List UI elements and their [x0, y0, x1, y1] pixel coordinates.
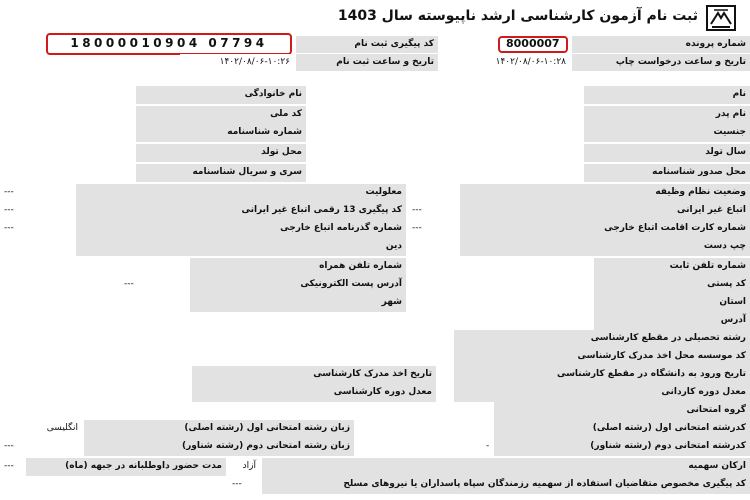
guards-tracking-value: --- — [228, 476, 260, 494]
exam-group-label: گروه امتحانی — [494, 402, 750, 420]
family-label: نام خانوادگی — [136, 86, 306, 104]
email-value: --- — [120, 276, 188, 294]
name-label: نام — [584, 86, 750, 104]
quota-label: ارکان سهمیه — [262, 458, 750, 476]
national-code-label: کد ملی — [136, 106, 306, 124]
second-code-label: کدرشته امتحانی دوم (رشته شناور) — [494, 438, 750, 456]
print-datetime-value: ۱۴۰۲/۰۸/۰۶-۱۰:۲۸ — [440, 54, 570, 71]
field-label: رشته تحصیلی در مقطع کارشناسی — [454, 330, 750, 348]
id-number-label: شماره شناسنامه — [136, 124, 306, 142]
case-number-label: شماره پرونده — [572, 36, 750, 53]
residence-card-label: شماره کارت اقامت اتباع خارجی — [460, 220, 750, 238]
address-label: آدرس — [594, 312, 750, 330]
mobile-label: شماره تلفن همراه — [190, 258, 406, 276]
service-months-label: مدت حضور داوطلبانه در جبهه (ماه) — [26, 458, 226, 476]
phone-label: شماره تلفن ثابت — [594, 258, 750, 276]
reg-datetime-value: ۱۴۰۲/۰۸/۰۶-۱۰:۲۶ — [180, 54, 294, 71]
city-label: شهر — [190, 294, 406, 312]
service-months-value: --- — [0, 458, 24, 476]
first-lang-value: انگلیسی — [0, 420, 82, 438]
disability-value: --- — [0, 184, 74, 202]
religion-label: دین — [76, 238, 406, 256]
left-hand-label: چپ دست — [460, 238, 750, 256]
father-label: نام پدر — [584, 106, 750, 124]
id-serial-label: سری و سریال شناسنامه — [136, 164, 306, 182]
tracking-code-value: 18000010904 07794 — [70, 36, 268, 50]
page-title: ثبت نام آزمون کارشناسی ارشد ناپیوسته سال 1403 — [337, 8, 698, 24]
work-gpa-label: معدل دوره کاردانی — [454, 384, 750, 402]
degree-date-label: تاریخ اخذ مدرک کارشناسی — [192, 366, 436, 384]
organization-logo — [706, 5, 736, 31]
reg-datetime-label: تاریخ و ساعت ثبت نام — [296, 54, 438, 71]
birth-year-label: سال تولد — [584, 144, 750, 162]
institute-label: کد موسسه محل اخذ مدرک کارشناسی — [454, 348, 750, 366]
second-code-value: - — [486, 438, 494, 456]
passport-label: شماره گذرنامه اتباع خارجی — [76, 220, 406, 238]
print-datetime-label: تاریخ و ساعت درخواست چاپ — [572, 54, 750, 71]
foreign-code-label: کد پیگیری 13 رقمی اتباع غیر ایرانی — [76, 202, 406, 220]
disability-label: معلولیت — [76, 184, 406, 202]
foreign-value: --- — [408, 202, 458, 220]
name-value — [434, 86, 582, 104]
first-code-label: کدرشته امتحانی اول (رشته اصلی) — [494, 420, 750, 438]
tracking-code-label: کد پیگیری ثبت نام — [296, 36, 438, 53]
quota-value: آزاد — [228, 458, 260, 476]
entry-date-label: تاریخ ورود به دانشگاه در مقطع کارشناسی — [454, 366, 750, 384]
foreign-code-value: --- — [0, 202, 74, 220]
foreign-label: اتباع غیر ایرانی — [460, 202, 750, 220]
passport-value: --- — [0, 220, 74, 238]
second-lang-label: زبان رشته امتحانی دوم (رشته شناور) — [84, 438, 354, 456]
residence-card-value: --- — [408, 220, 458, 238]
province-label: استان — [594, 294, 750, 312]
case-number-value: 8000007 — [506, 37, 560, 50]
issue-place-label: محل صدور شناسنامه — [584, 164, 750, 182]
first-lang-label: زبان رشته امتحانی اول (رشته اصلی) — [84, 420, 354, 438]
second-lang-value: --- — [0, 438, 82, 456]
form-header — [0, 0, 750, 34]
military-status-label: وضعیت نظام وظیفه — [460, 184, 750, 202]
bachelor-gpa-label: معدل دوره کارشناسی — [192, 384, 436, 402]
postal-code-label: کد پستی — [594, 276, 750, 294]
birth-place-label: محل تولد — [136, 144, 306, 162]
email-label: آدرس پست الکترونیکی — [190, 276, 406, 294]
guards-tracking-label: کد پیگیری مخصوص متقاضیان استفاده از سهمیه رزمندگان سپاه پاسداران یا نیروهای مسلح — [262, 476, 750, 494]
gender-label: جنسیت — [584, 124, 750, 142]
